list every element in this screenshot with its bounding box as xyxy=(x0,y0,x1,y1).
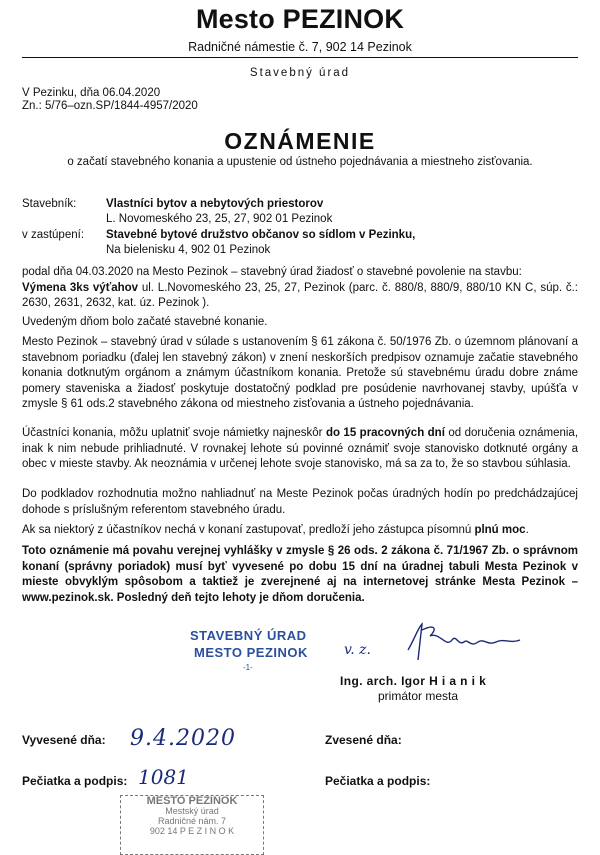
builder-name: Vlastníci bytov a nebytových priestorov xyxy=(106,198,324,210)
posted-date-label: Vyvesené dňa: xyxy=(22,733,106,747)
municipal-office-stamp xyxy=(120,795,264,855)
representation-text: Ak sa niektorý z účastníkov nechá v konaní zastupovať, predloží jeho zástupca písomnú xyxy=(22,524,475,536)
builder-address: L. Novomeského 23, 25, 27, 902 01 Pezinok xyxy=(106,213,333,225)
removed-date-label: Zvesené dňa: xyxy=(325,733,402,747)
power-of-attorney: plnú moc xyxy=(474,524,526,536)
notice-heading: OZNÁMENIE xyxy=(224,128,376,154)
paragraph-representation xyxy=(22,523,578,539)
stamp-office-line: STAVEBNÝ ÚRAD xyxy=(190,628,307,643)
objections-text-a: Účastníci konania, môžu uplatniť svoje námietky najneskôr xyxy=(22,427,326,439)
construction-details: ul. L.Novomeského 23, 25, 27, Pezinok (parc. č. 880/8, 880/9, 880/10 KN C, súp. č.: 2630, 2631, 2632, kat. úz. Pezinok ). xyxy=(22,281,579,309)
paragraph-documents: Do podkladov rozhodnutia možno nahliadnuť na Meste Pezinok počas úradných hodín po predchádzajúcej dohode s príslušným referentom stavebného úradu. xyxy=(22,488,578,516)
signatory-name: Ing. arch. Igor H i a n i k xyxy=(340,674,487,688)
representation-end: . xyxy=(525,524,529,536)
signature-scribble xyxy=(400,618,540,668)
objections-text-b: od doručenia oznámenia, inak k nim nebude prihliadnuté. V rovnakej lehote sú povinné oznámiť svoje stanovisko dotknuté orgány a obec v mieste stavby. Ak neoznámia v určenej lehote svoje stanovisko, má sa za to, že so stavbou súhlasia. xyxy=(22,427,579,470)
header-divider xyxy=(22,57,578,58)
construction-title: Výmena 3ks výťahov xyxy=(22,281,139,294)
builder-label: Stavebník: xyxy=(22,198,77,210)
paragraph-objections xyxy=(22,426,578,473)
paragraph-public-notice: Toto oznámenie má povahu verejnej vyhlášky v zmysle § 26 ods. 2 zákona č. 71/1967 Zb. o správnom konaní (správny poriadok) musí byť vyvesené po dobu 15 dní na úradnej tabuli Mesta Pezinok v mieste obvyklým spôsobom a taktiež je zverejnené aj na internetovej stránke Mesta Pezinok – www.pezinok.sk. Posledný deň tejto lehoty je dňom doručenia. xyxy=(22,545,578,604)
stamp-signature-label-right: Pečiatka a podpis: xyxy=(325,774,431,788)
city-title: Mesto PEZINOK xyxy=(195,4,405,34)
stamp-bottom-line2: Mestský úrad xyxy=(165,806,219,816)
paragraph-started: Uvedeným dňom bolo začaté stavebné konanie. xyxy=(22,316,268,328)
signatory-role: primátor mesta xyxy=(378,689,459,703)
stamp-city-line: MESTO PEZINOK xyxy=(194,645,308,660)
stamp-bottom-line1: MESTO PEZINOK xyxy=(146,795,238,807)
posted-date-value: 9.4.2020 xyxy=(130,726,236,751)
document-date: V Pezinku, dňa 06.04.2020 xyxy=(22,87,161,99)
paragraph-application xyxy=(22,265,578,312)
handwritten-number: 1081 xyxy=(138,765,189,789)
representative-label: v zastúpení: xyxy=(22,229,85,241)
reference-number: Zn.: 5/76–ozn.SP/1844-4957/2020 xyxy=(22,100,198,112)
application-text: podal dňa 04.03.2020 na Mesto Pezinok – stavebný úrad žiadosť o stavebné povolenie na stavbu: xyxy=(22,266,522,278)
notice-subheading: o začatí stavebného konania a upustenie od ústneho pojednávania a miestneho zisťovania. xyxy=(67,156,533,168)
representative-address: Na bielenisku 4, 902 01 Pezinok xyxy=(106,244,271,256)
city-address: Radničné námestie č. 7, 902 14 Pezinok xyxy=(188,40,412,54)
paragraph-legal-basis: Mesto Pezinok – stavebný úrad v súlade s ustanovením § 61 zákona č. 50/1976 Zb. o územnom plánovaní a stavebnom poriadku (ďalej len stavebný zákon) v znení neskorších predpisov oznamuje začatie stavebného konania dotknutým orgánom a známym účastníkom konania. Pretože sú stavebnému úradu dobre známe pomery staveniska a žiadosť poskytuje dostatočný podklad pre posúdenie navrhovanej stavby, upúšťa v zmysle § 61 ods.2 stavebného zákona od miestneho zisťovania a ústneho pojednávania. xyxy=(22,336,578,410)
objections-deadline: do 15 pracovných dní xyxy=(325,427,445,439)
representative-name: Stavebné bytové družstvo občanov so sídlom v Pezinku, xyxy=(106,229,416,241)
stamp-bottom-line4: 902 14 P E Z I N O K xyxy=(149,826,235,836)
stamp-number: -1- xyxy=(243,663,253,672)
stamp-bottom-line3: Radničné nám. 7 xyxy=(157,816,227,826)
office-name: Stavebný úrad xyxy=(249,67,351,79)
stamp-signature-label-left: Pečiatka a podpis: xyxy=(22,774,128,788)
signature-prefix: v. z. xyxy=(344,642,371,658)
